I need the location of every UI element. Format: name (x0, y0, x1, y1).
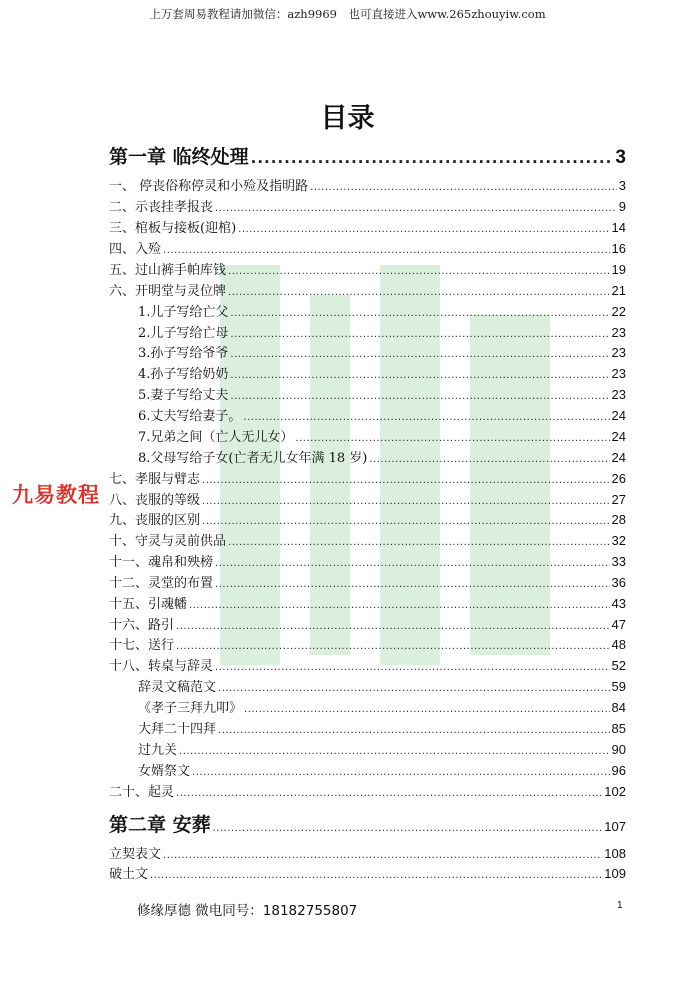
toc-entry-label: 四、入殓 (109, 242, 162, 257)
toc-leader-dots (202, 473, 610, 489)
toc-leader-dots (228, 264, 610, 280)
toc-entry-page: 23 (611, 325, 626, 340)
toc-entry-page: 109 (604, 866, 626, 881)
toc-leader-dots (215, 577, 610, 593)
toc-leader-dots (218, 681, 610, 697)
toc-entry-page: 14 (611, 220, 626, 235)
toc-entry-page: 28 (611, 512, 626, 527)
toc-entry[interactable] (109, 784, 626, 802)
toc-entry-page: 102 (604, 784, 626, 799)
toc-entry[interactable] (109, 617, 626, 635)
toc-leader-dots (230, 306, 609, 322)
toc-entry[interactable] (109, 220, 626, 238)
toc-entry-page: 23 (611, 345, 626, 360)
toc-leader-dots (176, 639, 610, 655)
toc-entry-label: 二十、起灵 (109, 785, 175, 800)
toc-entry[interactable] (138, 700, 626, 718)
toc-leader-dots (179, 744, 610, 760)
toc-entry-label: 第一章 临终处理 (109, 146, 249, 168)
toc-entry-label: 2.儿子写给亡母 (138, 326, 229, 341)
toc-entry-label: 1.儿子写给亡父 (138, 305, 229, 320)
toc-entry[interactable] (109, 199, 626, 217)
toc-entry[interactable] (138, 742, 626, 760)
page-number: 1 (617, 900, 623, 911)
toc-entry[interactable] (109, 813, 626, 841)
toc-entry-label: 立契表文 (109, 847, 162, 862)
toc-entry-page: 21 (611, 283, 626, 298)
toc-leader-dots (238, 222, 609, 238)
toc-entry-page: 36 (611, 575, 626, 590)
toc-entry-label: 5.妻子写给丈夫 (138, 388, 229, 403)
toc-leader-dots (228, 535, 610, 551)
toc-entry-page: 43 (611, 596, 626, 611)
toc-entry-page: 19 (611, 262, 626, 277)
toc-entry-page: 23 (611, 387, 626, 402)
toc-entry[interactable] (138, 429, 626, 447)
toc-entry[interactable] (109, 866, 626, 884)
toc-leader-dots (228, 285, 610, 301)
toc-leader-dots (230, 368, 609, 384)
toc-leader-dots (230, 389, 609, 405)
toc-leader-dots (251, 146, 614, 170)
toc-entry-label: 8.父母写给子女(亡者无儿女年满 18 岁) (138, 451, 368, 466)
toc-leader-dots (230, 327, 609, 343)
toc-entry[interactable] (109, 145, 626, 170)
toc-entry-label: 七、孝服与臂志 (109, 472, 201, 487)
toc-entry[interactable] (109, 575, 626, 593)
toc-entry-page: 108 (604, 846, 626, 861)
toc-entry-page: 3 (615, 147, 626, 168)
toc-leader-dots (150, 868, 602, 884)
toc-leader-dots (189, 598, 610, 614)
toc-entry-page: 90 (611, 742, 626, 757)
toc-entry-label: 过九关 (138, 743, 178, 758)
toc-entry-label: 十一、魂帛和殃榜 (109, 555, 214, 570)
toc-entry-label: 第二章 安葬 (109, 814, 211, 836)
toc-leader-dots (176, 619, 610, 635)
toc-leader-dots (230, 347, 609, 363)
toc-entry-page: 48 (611, 637, 626, 652)
toc-leader-dots (192, 765, 610, 781)
toc-entry[interactable] (109, 471, 626, 489)
toc-entry[interactable] (109, 178, 626, 196)
toc-entry[interactable] (109, 533, 626, 551)
toc-entry-label: 二、示丧挂孝报丧 (109, 200, 214, 215)
toc-entry[interactable] (109, 596, 626, 614)
toc-entry-label: 十八、转桌与辞灵 (109, 659, 214, 674)
toc-entry-label: 女婿祭文 (138, 764, 191, 779)
toc-entry-label: 《孝子三拜九叩》 (138, 701, 243, 716)
toc-entry[interactable] (138, 679, 626, 697)
toc-entry-label: 大拜二十四拜 (138, 722, 217, 737)
toc-entry[interactable] (109, 241, 626, 259)
toc-entry[interactable] (138, 763, 626, 781)
toc-leader-dots (202, 494, 610, 510)
toc-entry-page: 52 (611, 658, 626, 673)
toc-entry-label: 十五、引魂幡 (109, 597, 188, 612)
toc-entry[interactable] (109, 658, 626, 676)
toc-entry-label: 十七、送行 (109, 638, 175, 653)
toc-entry-page: 24 (611, 408, 626, 423)
toc-entry[interactable] (109, 492, 626, 510)
toc-entry-page: 96 (611, 763, 626, 778)
toc-entry-label: 3.孙子写给爷爷 (138, 346, 229, 361)
toc-title: 目录 (320, 103, 375, 134)
toc-entry-label: 五、过山裤手帕库钱 (109, 263, 227, 278)
toc-entry-page: 24 (611, 450, 626, 465)
toc-entry[interactable] (138, 450, 626, 468)
toc-entry[interactable] (109, 846, 626, 864)
toc-entry-page: 3 (618, 178, 626, 193)
toc-entry[interactable] (138, 304, 626, 322)
toc-entry-label: 7.兄弟之间（亡人无儿女） (138, 430, 294, 445)
toc-entry-page: 22 (611, 304, 626, 319)
toc-entry[interactable] (109, 554, 626, 572)
toc-leader-dots (218, 723, 610, 739)
toc-entry-page: 24 (611, 429, 626, 444)
toc-entry-page: 26 (611, 471, 626, 486)
footer-contact: 修缘厚德 微电同号：18182755807 (137, 903, 358, 919)
toc-entry-label: 6.丈夫写给妻子。 (138, 409, 242, 424)
toc-leader-dots (244, 702, 610, 718)
toc-entry-label: 九、丧服的区别 (109, 513, 201, 528)
toc-leader-dots (310, 180, 617, 196)
toc-entry[interactable] (138, 366, 626, 384)
toc-entry-page: 32 (611, 533, 626, 548)
toc-entry-label: 一、 停丧俗称停灵和小殓及指明路 (109, 179, 309, 194)
toc-entry-label: 三、棺板与接板(迎棺) (109, 221, 237, 236)
toc-entry[interactable] (109, 637, 626, 655)
watermark-logo: 九易教程 (10, 479, 102, 509)
toc-entry[interactable] (138, 325, 626, 343)
toc-entry-label: 六、开明堂与灵位牌 (109, 284, 227, 299)
toc-entry-label: 4.孙子写给奶奶 (138, 367, 229, 382)
toc-leader-dots (215, 556, 610, 572)
toc-entry[interactable] (138, 345, 626, 363)
toc-entry-page: 85 (611, 721, 626, 736)
toc-leader-dots (163, 848, 602, 864)
toc-entry-page: 27 (611, 492, 626, 507)
toc-entry-label: 八、丧服的等级 (109, 493, 201, 508)
toc-leader-dots (202, 514, 610, 530)
toc-entry-page: 33 (611, 554, 626, 569)
toc-entry[interactable] (138, 387, 626, 405)
toc-leader-dots (215, 660, 610, 676)
toc-entry[interactable] (109, 262, 626, 280)
toc-leader-dots (295, 431, 609, 447)
toc-entry[interactable] (138, 408, 626, 426)
toc-leader-dots (369, 452, 609, 468)
toc-entry[interactable] (109, 283, 626, 301)
toc-leader-dots (243, 410, 609, 426)
toc-entry-label: 十二、灵堂的布置 (109, 576, 214, 591)
toc-entry[interactable] (109, 512, 626, 530)
toc-entry-page: 9 (618, 199, 626, 214)
toc-entry-page: 47 (611, 617, 626, 632)
toc-entry-label: 破土文 (109, 867, 149, 882)
toc-leader-dots (176, 786, 602, 802)
toc-entry-page: 16 (611, 241, 626, 256)
toc-leader-dots (163, 243, 610, 259)
toc-entry-label: 辞灵文稿范文 (138, 680, 217, 695)
toc-entry-page: 107 (604, 819, 626, 834)
header-note: 上万套周易教程请加微信：azh9969 也可直接进入www.265zhouyiw.com (149, 7, 546, 21)
toc-entry-page: 84 (611, 700, 626, 715)
toc-entry-page: 23 (611, 366, 626, 381)
toc-entry-label: 十六、路引 (109, 618, 175, 633)
toc-leader-dots (213, 817, 603, 841)
toc-entry-page: 59 (611, 679, 626, 694)
toc-leader-dots (215, 201, 617, 217)
toc-entry-label: 十、守灵与灵前供品 (109, 534, 227, 549)
toc-entry[interactable] (138, 721, 626, 739)
